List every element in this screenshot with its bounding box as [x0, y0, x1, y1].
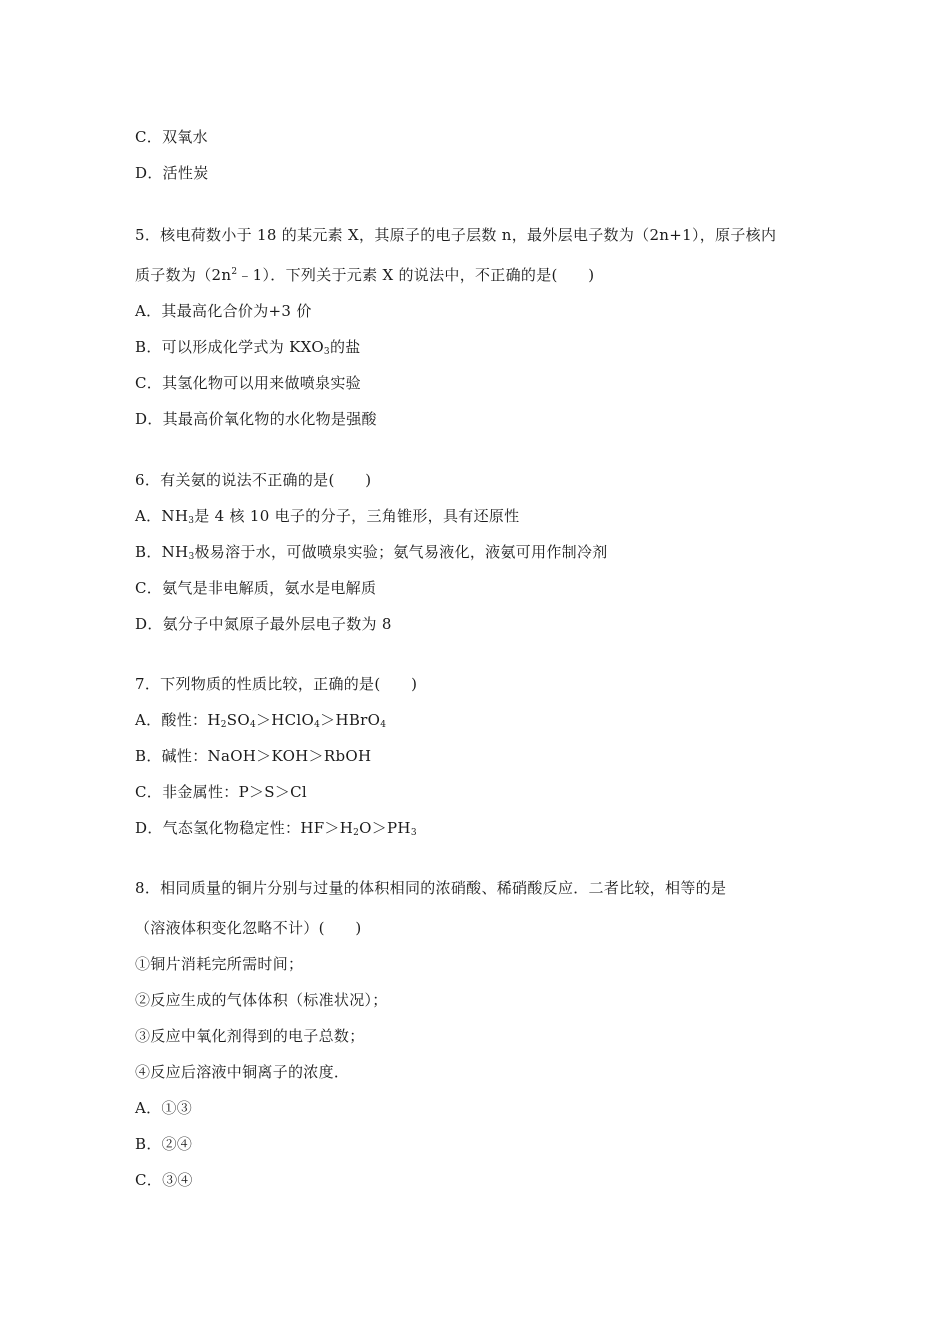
q5-stem-line2-post: ﹣1）．下列关于元素 X 的说法中，不正确的是( ) [237, 266, 595, 284]
q6-option-a-pre: A．NH [135, 507, 189, 525]
q5-stem-line1: 5．核电荷数小于 18 的某元素 X，其原子的电子层数 n，最外层电子数为（2n+1），原子核内 [135, 226, 777, 244]
q7-d-mid1: O＞PH [359, 819, 411, 837]
q8-option-c: C．③④ [135, 1171, 193, 1189]
q5-option-d: D．其最高价氧化物的水化物是强酸 [135, 410, 377, 428]
q7-d-pre: D．气态氢化物稳定性：HF＞H [135, 819, 354, 837]
q8-stem-line2: （溶液体积变化忽略不计）( ) [135, 919, 362, 937]
q7-a-pre: A．酸性：H [135, 711, 221, 729]
q6-stem: 6．有关氨的说法不正确的是( ) [135, 471, 372, 489]
q7-option-d [135, 818, 417, 838]
q6-option-a-post: 是 4 核 10 电子的分子，三角锥形，具有还原性 [194, 507, 520, 525]
q5-superscript: 2 [231, 267, 238, 277]
q5-option-c: C．其氢化物可以用来做喷泉实验 [135, 374, 361, 392]
q5-option-b [135, 337, 361, 357]
q7-a-sub1: 2 [220, 720, 227, 730]
q7-a-mid2: ＞HClO [255, 711, 315, 729]
q5-option-b-post: 的盐 [329, 338, 361, 356]
q8-option-a: A．①③ [135, 1099, 193, 1117]
q5-option-a: A．其最高化合价为+3 价 [135, 302, 312, 320]
q7-option-a [135, 710, 386, 730]
q7-a-mid1: SO [226, 711, 250, 729]
q5-stem-line2-pre: 质子数为（2n [135, 266, 232, 284]
q7-d-sub1: 2 [353, 828, 360, 838]
q7-d-sub2: 3 [410, 828, 417, 838]
q6-option-a-sub: 3 [188, 516, 195, 526]
q6-option-b-sub: 3 [188, 552, 195, 562]
q5-option-b-sub: 3 [323, 347, 330, 357]
q4-option-c: C．双氧水 [135, 128, 208, 146]
q8-item-4: ④反应后溶液中铜离子的浓度． [135, 1063, 350, 1081]
q5-stem-line2 [135, 265, 594, 285]
q6-option-a [135, 506, 520, 526]
q8-stem-line1: 8．相同质量的铜片分别与过量的体积相同的浓硝酸、稀硝酸反应．二者比较，相等的是 [135, 879, 727, 897]
q5-option-b-pre: B．可以形成化学式为 KXO [135, 338, 324, 356]
q6-option-d: D．氨分子中氮原子最外层电子数为 8 [135, 615, 392, 633]
q7-a-sub2: 4 [249, 720, 256, 730]
q7-a-sub3: 4 [314, 720, 321, 730]
q6-option-b-pre: B．NH [135, 543, 189, 561]
q6-option-c: C．氨气是非电解质，氨水是电解质 [135, 579, 377, 597]
q8-option-b: B．②④ [135, 1135, 193, 1153]
q7-stem: 7．下列物质的性质比较，正确的是( ) [135, 675, 418, 693]
q7-a-mid3: ＞HBrO [320, 711, 381, 729]
q6-option-b [135, 542, 608, 562]
q8-item-2: ②反应生成的气体体积（标准状况）； [135, 991, 388, 1009]
q8-item-1: ①铜片消耗完所需时间； [135, 955, 304, 973]
q7-option-c: C．非金属性：P＞S＞Cl [135, 783, 308, 801]
q4-option-d: D．活性炭 [135, 164, 209, 182]
q7-option-b: B．碱性：NaOH＞KOH＞RbOH [135, 747, 372, 765]
q6-option-b-post: 极易溶于水，可做喷泉实验；氨气易液化，液氨可用作制冷剂 [194, 543, 608, 561]
q7-a-sub4: 4 [380, 720, 387, 730]
q8-item-3: ③反应中氧化剂得到的电子总数； [135, 1027, 365, 1045]
